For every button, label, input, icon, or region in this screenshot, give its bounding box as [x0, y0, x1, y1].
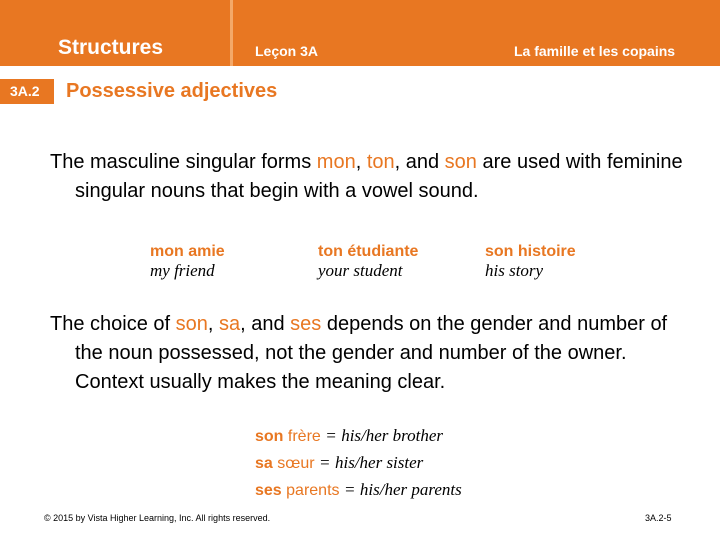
row-son-adjective: son	[255, 428, 284, 445]
row-sa-noun: sœur	[277, 455, 315, 472]
para1-word-son: son	[444, 151, 477, 173]
header-divider	[230, 0, 233, 66]
example-row-sa	[255, 453, 423, 473]
example-1-french: mon amie	[150, 243, 225, 260]
section-badge: 3A.2	[0, 79, 54, 104]
para2-word-sa: sa	[219, 313, 241, 335]
example-3-english: his story	[485, 261, 544, 280]
para1-text-2: ,	[355, 151, 367, 173]
example-row-ses	[255, 480, 462, 500]
paragraph-2	[50, 310, 695, 397]
row-sa-adjective: sa	[255, 455, 273, 472]
header-bar	[0, 0, 720, 66]
row-ses-english: his/her parents	[359, 480, 462, 499]
para1-text-4: are used with feminine singular nouns that begin with a vowel sound.	[75, 151, 683, 202]
row-son-equals: =	[325, 426, 337, 445]
example-1-english: my friend	[150, 261, 215, 280]
row-son-noun: frère	[287, 428, 321, 445]
para1-word-ton: ton	[366, 151, 395, 173]
example-2	[318, 243, 418, 281]
example-row-son	[255, 426, 443, 446]
paragraph-1	[50, 148, 695, 206]
row-ses-adjective: ses	[255, 482, 282, 499]
footer-copyright: © 2015 by Vista Higher Learning, Inc. All rights reserved.	[44, 513, 271, 523]
section-title: Possessive adjectives	[66, 80, 278, 102]
para1-text-1: The masculine singular forms	[50, 151, 317, 173]
example-3	[485, 243, 576, 281]
example-2-french: ton étudiante	[318, 243, 419, 260]
para1-word-mon: mon	[316, 151, 356, 173]
header-lesson: Leçon 3A	[255, 43, 319, 59]
header-title: Structures	[58, 36, 164, 59]
row-ses-noun: parents	[286, 482, 340, 499]
para2-text-2: ,	[207, 313, 219, 335]
example-1	[150, 243, 225, 281]
row-son-english: his/her brother	[341, 426, 444, 445]
para2-text-4: depends on the gender and number of the noun possessed, not the gender and number of the owner. Context usually makes the meaning clear.	[75, 313, 668, 393]
para2-word-ses: ses	[290, 313, 322, 335]
para2-text-3: , and	[240, 313, 291, 335]
example-2-english: your student	[318, 261, 403, 280]
example-3-french: son histoire	[485, 243, 576, 260]
para1-text-3: , and	[394, 151, 445, 173]
para2-text-1: The choice of	[50, 313, 176, 335]
header-unit: La famille et les copains	[514, 43, 676, 59]
row-sa-english: his/her sister	[334, 453, 424, 472]
row-sa-equals: =	[319, 453, 331, 472]
footer-page-number: 3A.2-5	[645, 513, 672, 523]
row-ses-equals: =	[343, 480, 356, 499]
para2-word-son: son	[175, 313, 208, 335]
